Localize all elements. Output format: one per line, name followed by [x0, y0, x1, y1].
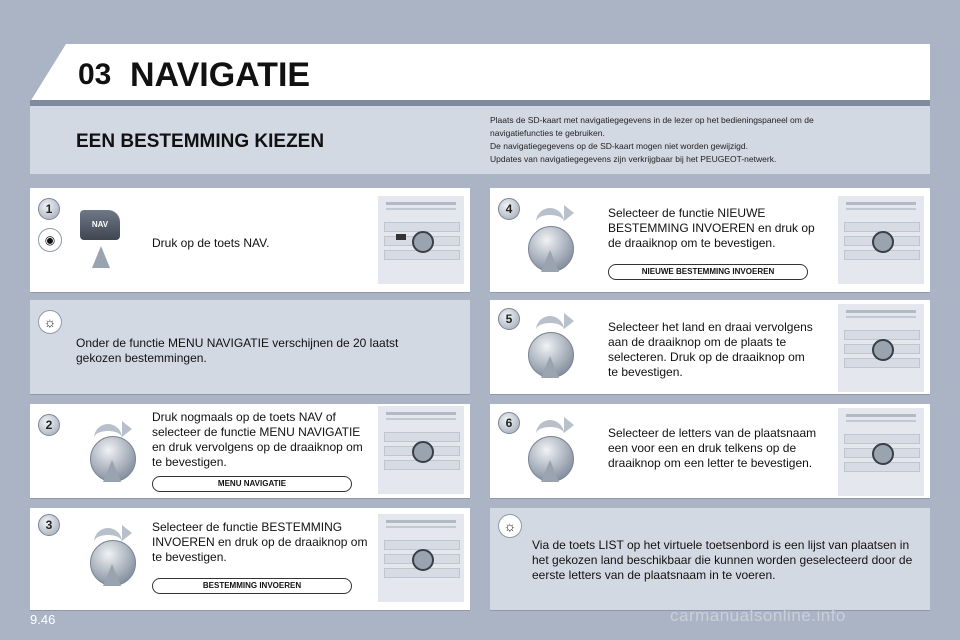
press-arrow-icon	[103, 460, 121, 482]
radio-panel-icon	[838, 304, 924, 392]
page-title: NAVIGATIE	[130, 56, 311, 94]
step-6-text: Selecteer de letters van de plaatsnaam een voor een en druk telkens op de draaiknop om een letter te bevestigen.	[608, 426, 817, 470]
info-line: De navigatiegegevens op de SD-kaart mogen niet worden gewijzigd.	[490, 141, 748, 151]
header-fold	[30, 44, 66, 102]
radio-panel-icon	[378, 196, 464, 284]
sun-icon: ☼	[38, 310, 62, 334]
step-3-badge: 3	[38, 514, 60, 536]
info-line: navigatiefuncties te gebruiken.	[490, 128, 605, 138]
info-line: Plaats de SD-kaart met navigatiegegevens in de lezer op het bedieningspaneel om de	[490, 115, 814, 125]
press-arrow-icon	[103, 564, 121, 586]
step-3-text: Selecteer de functie BESTEMMING INVOEREN en druk op de draaiknop om te bevestigen.	[152, 520, 368, 564]
press-icon: ◉	[38, 228, 62, 252]
step-4-text: Selecteer de functie NIEUWE BESTEMMING INVOEREN en druk op de draaiknop om te bevestigen.	[608, 206, 815, 250]
press-arrow-icon	[541, 460, 559, 482]
radio-panel-icon	[378, 514, 464, 602]
step-2-text: Druk nogmaals op de toets NAV of selecteer de functie MENU NAVIGATIE en druk vervolgens op de draaiknop om te bevestigen.	[152, 410, 363, 469]
press-arrow-icon	[92, 246, 110, 268]
section-title: EEN BESTEMMING KIEZEN	[76, 131, 325, 152]
step-1-badge: 1	[38, 198, 60, 220]
tip-2-text: Via de toets LIST op het virtuele toetsenbord is een lijst van plaatsen in het gekozen land beschikbaar die kunnen worden geselecteerd door de eerste letters van de plaatsnaam in te voeren.	[532, 538, 913, 582]
step-4-pill: NIEUWE BESTEMMING INVOEREN	[608, 264, 808, 280]
nav-key-icon: NAV	[80, 210, 120, 240]
step-3-pill: BESTEMMING INVOEREN	[152, 578, 352, 594]
step-4-badge: 4	[498, 198, 520, 220]
step-1-text: Druk op de toets NAV.	[152, 236, 270, 250]
sun-icon: ☼	[498, 514, 522, 538]
info-text	[490, 114, 910, 166]
press-arrow-icon	[541, 250, 559, 272]
step-5-badge: 5	[498, 308, 520, 330]
step-2-pill: MENU NAVIGATIE	[152, 476, 352, 492]
radio-panel-icon	[378, 406, 464, 494]
step-6-badge: 6	[498, 412, 520, 434]
chapter-number: 03	[78, 58, 112, 91]
watermark: carmanualsonline.info	[670, 606, 846, 625]
press-arrow-icon	[541, 356, 559, 378]
info-line: Updates van navigatiegegevens zijn verkrijgbaar bij het PEUGEOT-netwerk.	[490, 154, 777, 164]
step-2-badge: 2	[38, 414, 60, 436]
page-number: 9.46	[30, 612, 56, 627]
step-5-text: Selecteer het land en draai vervolgens aan de draaiknop om de plaats te selecteren. Druk op de draaiknop om te bevestigen.	[608, 320, 813, 379]
radio-panel-icon	[838, 196, 924, 284]
radio-panel-icon	[838, 408, 924, 496]
tip-1-text: Onder de functie MENU NAVIGATIE verschijnen de 20 laatst gekozen bestemmingen.	[76, 336, 399, 365]
